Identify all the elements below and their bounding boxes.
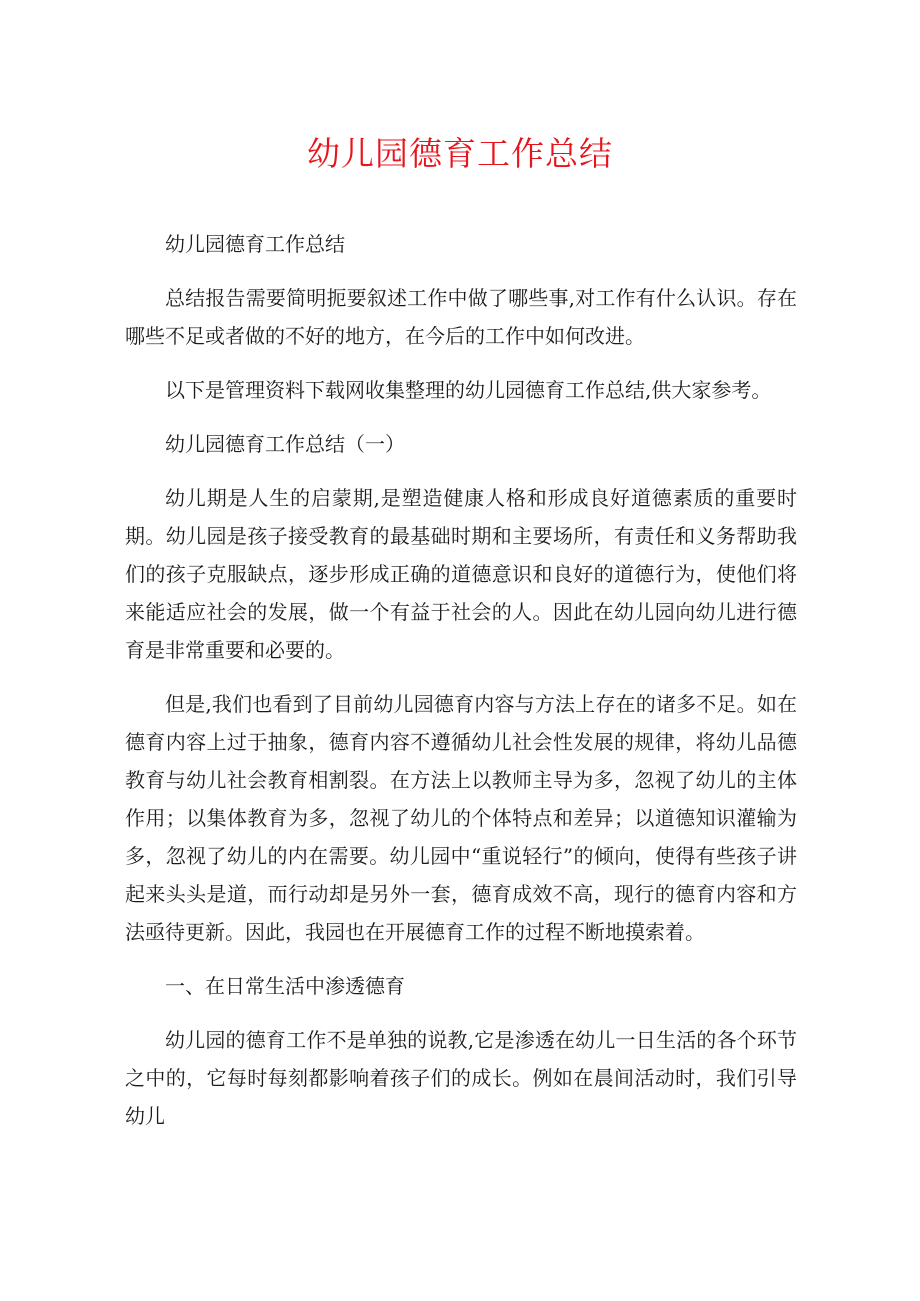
section-heading: 一、在日常生活中渗透德育: [165, 974, 405, 998]
document-body: [125, 225, 797, 1151]
paragraph: 幼儿园德育工作总结（一）: [165, 432, 405, 456]
paragraph: 幼儿园的德育工作不是单独的说教,它是渗透在幼儿一日生活的各个环节之中的，它每时每刻都影响着孩子们的成长。例如在晨间活动时，我们引导幼儿: [125, 1028, 797, 1128]
document-title: 幼儿园德育工作总结: [307, 134, 613, 173]
paragraph: 以下是管理资料下载网收集整理的幼儿园德育工作总结,供大家参考。: [165, 378, 772, 402]
paragraph: 但是,我们也看到了目前幼儿园德育内容与方法上存在的诸多不足。如在德育内容上过于抽象，德育内容不遵循幼儿社会性发展的规律，将幼儿品德教育与幼儿社会教育相割裂。在方法上以教师主导为多，忽视了幼儿的主体作用；以集体教育为多，忽视了幼儿的个体特点和差异；以道德知识灌输为多，忽视了幼儿的内在需要。幼儿园中“重说轻行”的倾向，使得有些孩子讲起来头头是道，而行动却是另外一套，德育成效不高，现行的德育内容和方法亟待更新。因此，我园也在开展德育工作的过程不断地摸索着。: [125, 692, 797, 944]
paragraph: 总结报告需要简明扼要叙述工作中做了哪些事,对工作有什么认识。存在哪些不足或者做的不好的地方，在今后的工作中如何改进。: [125, 286, 797, 348]
paragraph: 幼儿园德育工作总结: [165, 232, 345, 256]
paragraph: 幼儿期是人生的启蒙期,是塑造健康人格和形成良好道德素质的重要时期。幼儿园是孩子接受教育的最基础时期和主要场所，有责任和义务帮助我们的孩子克服缺点，逐步形成正确的道德意识和良好的道德行为，使他们将来能适应社会的发展，做一个有益于社会的人。因此在幼儿园向幼儿进行德育是非常重要和必要的。: [125, 486, 797, 662]
